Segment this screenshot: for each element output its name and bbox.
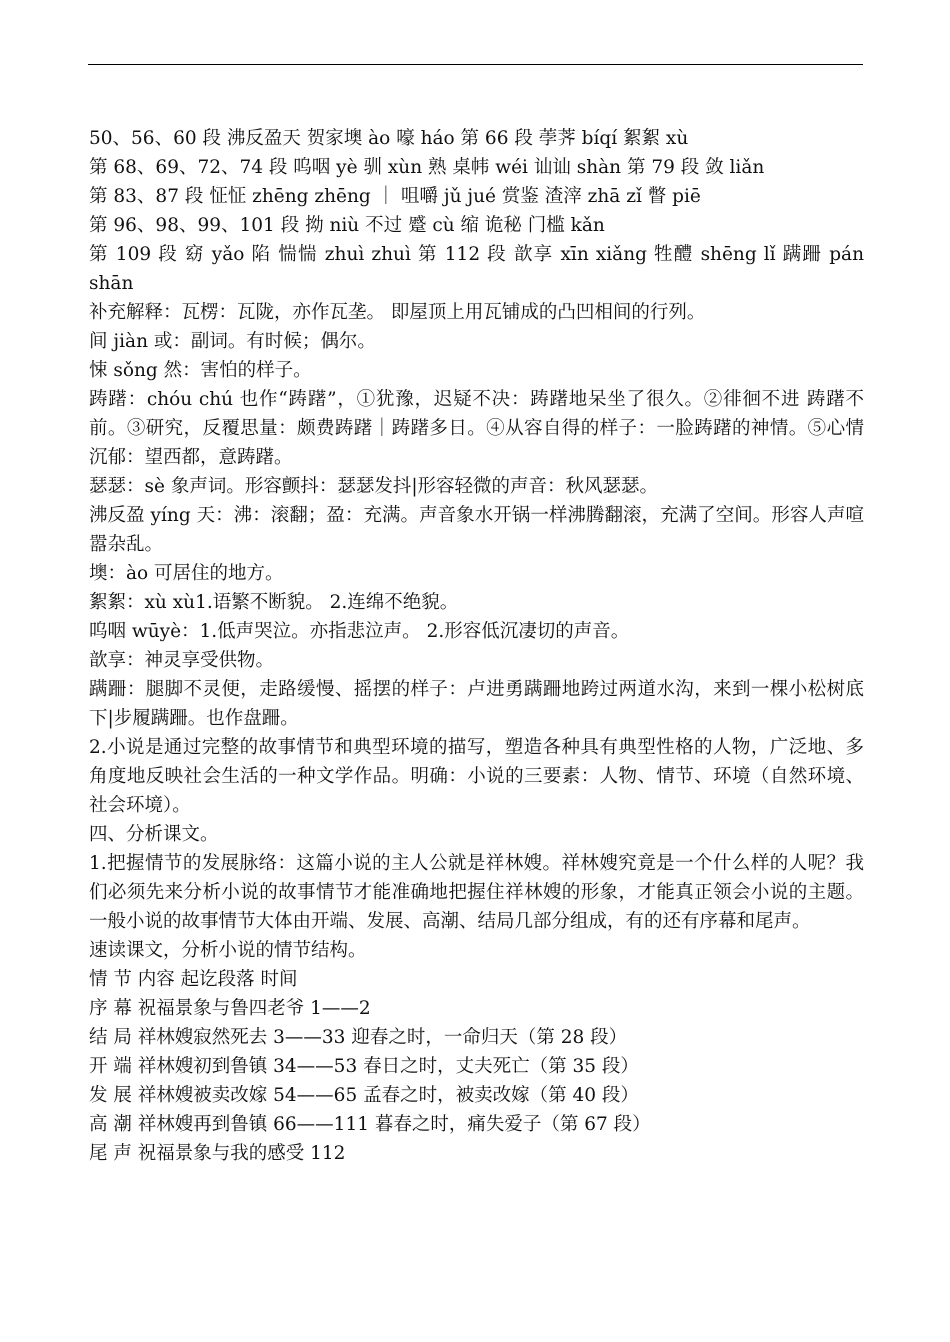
supplement-feifan: 沸反盈 yíng 天：沸：滚翻；盈：充满。声音象水开锅一样沸腾翻滚，充满了空间。形容人声喧嚣杂乱。 xyxy=(89,505,864,555)
vocab-line-3: 第 83、87 段 怔怔 zhēng zhēng ｜ 咀嚼 jǔ jué 赏鉴 渣滓 zhā zǐ 瞥 piē xyxy=(89,186,701,207)
supplement-walengs: 补充解释：瓦楞：瓦陇，亦作瓦垄。 即屋顶上用瓦铺成的凸凹相间的行列。 xyxy=(89,302,706,323)
document-body xyxy=(89,124,864,1168)
supplement-sese: 瑟瑟：sè 象声词。形容颤抖：瑟瑟发抖|形容轻微的声音：秋风瑟瑟。 xyxy=(89,476,659,497)
vocab-line-2: 第 68、69、72、74 段 呜咽 yè 驯 xùn 熟 桌帏 wéi 讪讪 shàn 第 79 段 敛 liǎn xyxy=(89,157,765,178)
supplement-chouchu: 踌躇：chóu chú 也作“踌躇”，①犹豫，迟疑不决：踌躇地呆坐了很久。②徘徊不进 踌躇不前。③研究，反覆思量：颇费踌躇｜踌躇多日。④从容自得的样子：一脸踌躇的神情。⑤心情沉郁：望西都，意踌躇。 xyxy=(89,389,864,468)
supplement-wuye: 呜咽 wūyè：1.低声哭泣。亦指悲泣声。 2.形容低沉凄切的声音。 xyxy=(89,621,630,642)
supplement-xinxiang: 歆享：神灵享受供物。 xyxy=(89,650,275,671)
vocab-line-5: 第 109 段 窈 yǎo 陷 惴惴 zhuì zhuì 第 112 段 歆享 xīn xiǎng 牲醴 shēng lǐ 蹒跚 pán shān xyxy=(89,244,864,294)
section-heading-analysis: 四、分析课文。 xyxy=(89,824,219,845)
plot-task: 速读课文，分析小说的情节结构。 xyxy=(89,940,367,961)
plot-intro-paragraph: 1.把握情节的发展脉络：这篇小说的主人公就是祥林嫂。祥林嫂究竟是一个什么样的人呢？我们必须先来分析小说的故事情节才能准确地把握住祥林嫂的形象，才能真正领会小说的主题。一般小说的故事情节大体由开端、发展、高潮、结局几部分组成，有的还有序幕和尾声。 xyxy=(89,853,864,932)
supplement-panshan: 蹒跚：腿脚不灵便，走路缓慢、摇摆的样子：卢进勇蹒跚地跨过两道水沟，来到一棵小松树底下|步履蹒跚。也作盘跚。 xyxy=(89,679,864,729)
header-rule xyxy=(88,64,863,65)
supplement-xuxu: 絮絮：xù xù1.语繁不断貌。 2.连绵不绝貌。 xyxy=(89,592,459,613)
plot-row-beginning: 开 端 祥林嫂初到鲁镇 34——53 春日之时，丈夫死亡（第 35 段） xyxy=(89,1056,639,1077)
vocab-line-4: 第 96、98、99、101 段 拗 niù 不过 蹙 cù 缩 诡秘 门槛 kǎn xyxy=(89,215,605,236)
supplement-songran: 悚 sǒng 然：害怕的样子。 xyxy=(89,360,312,381)
plot-row-ending: 结 局 祥林嫂寂然死去 3——33 迎春之时，一命归天（第 28 段） xyxy=(89,1027,628,1048)
supplement-ao: 墺：ào 可居住的地方。 xyxy=(89,563,284,584)
plot-row-epilogue: 尾 声 祝福景象与我的感受 112 xyxy=(89,1143,346,1164)
plot-table-header: 情 节 内容 起讫段落 时间 xyxy=(89,969,298,990)
plot-row-development: 发 展 祥林嫂被卖改嫁 54——65 孟春之时，被卖改嫁（第 40 段） xyxy=(89,1085,639,1106)
novel-definition: 2.小说是通过完整的故事情节和典型环境的描写，塑造各种具有典型性格的人物，广泛地、多角度地反映社会生活的一种文学作品。明确：小说的三要素：人物、情节、环境（自然环境、社会环境）。 xyxy=(89,737,864,816)
plot-row-climax: 高 潮 祥林嫂再到鲁镇 66——111 暮春之时，痛失爱子（第 67 段） xyxy=(89,1114,651,1135)
supplement-jianhuo: 间 jiàn 或：副词。有时候；偶尔。 xyxy=(89,331,376,352)
vocab-line-1: 50、56、60 段 沸反盈天 贺家墺 ào 嚎 háo 第 66 段 荸荠 bíqí 絮絮 xù xyxy=(89,128,689,149)
plot-row-prologue: 序 幕 祝福景象与鲁四老爷 1——2 xyxy=(89,998,371,1019)
